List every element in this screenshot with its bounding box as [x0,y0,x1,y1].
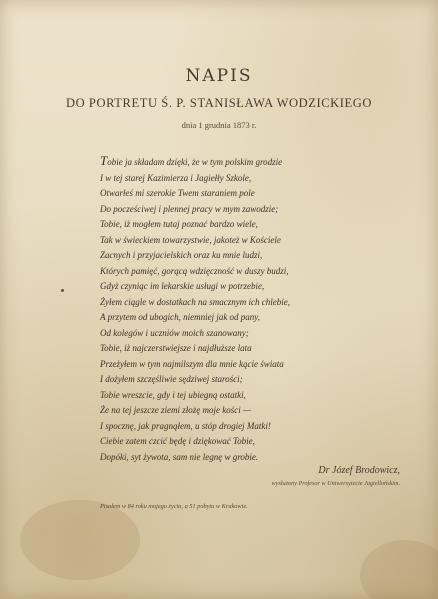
poem-line: Od kolegów i uczniów moich szanowany; [100,327,249,338]
poem-line: I w tej starej Kazimierza i Jagiełły Szkole, [100,172,252,183]
poem-line: Których pamięć, gorącą wdzięczność w duszy budzi, [100,265,289,276]
signature-title: wysłużony Profesor w Uniwersytecie Jagiellońskim. [271,480,400,487]
poem-line: Tak w świeckiem towarzystwie, jakoteż w Kościele [100,234,281,245]
poem-line: I dożyłem szczęśliwie sędziwej starości; [100,374,243,384]
poem-line: Przeżyłem w tym najmilszym dla mnie kącie świata [100,358,284,369]
poem-line: Tobie ja składam dzięki, że w tym polskim grodzie [100,153,283,168]
footnote: Pisałem w 84 roku mojego życia, a 51 pobytu w Krakowie. [100,503,248,510]
poem [100,153,400,465]
paper-stain [360,540,438,599]
poem-line: Że na tej jeszcze ziemi złożę moje kości — [100,405,251,415]
poem-line: Tobie, iż najczerstwiejsze i najdłuższe lata [100,343,252,353]
paper-stain [20,500,140,580]
poem-line: Otwarłeś mi szerokie Twem staraniem pole [100,188,255,198]
drop-cap: T [100,153,108,168]
signature: Dr Józef Brodowicz, [318,465,400,476]
poem-line: Tobie wreszcie, gdy i tej ubiegną ostatki, [100,389,246,400]
poem-line: Tobie, iż mogłem tutaj poznać bardzo wiele, [100,219,258,229]
document-date: dnia 1 grudnia 1873 r. [181,120,257,130]
poem-line: Zacnych i przyjacielskich oraz ku mnie ludzi, [100,250,263,260]
poem-line: Żyłem ciągle w dostatkach na smacznym ich chlebie, [100,296,290,307]
ink-dot [61,289,64,292]
poem-line: Dopóki, syt żywota, sam nie legnę w grobie. [100,451,259,462]
document-title: NAPIS [185,66,253,86]
poem-line: Do pocześciwej i plennej pracy w mym zawodzie; [100,203,279,214]
poem-line: Gdyż czyniąc im lekarskie usługi w potrzebie, [100,281,265,291]
poem-line: A przytem od ubogich, niemniej jak od pany, [100,312,261,322]
document-subtitle: DO PORTRETU Ś. P. STANISŁAWA WODZICKIEGO [65,96,373,110]
poem-line: I spocznę, jak pragnąłem, u stóp drogiej Matki! [100,420,271,431]
poem-line: Ciebie zatem czcić będę i dziękować Tobie, [100,436,255,446]
